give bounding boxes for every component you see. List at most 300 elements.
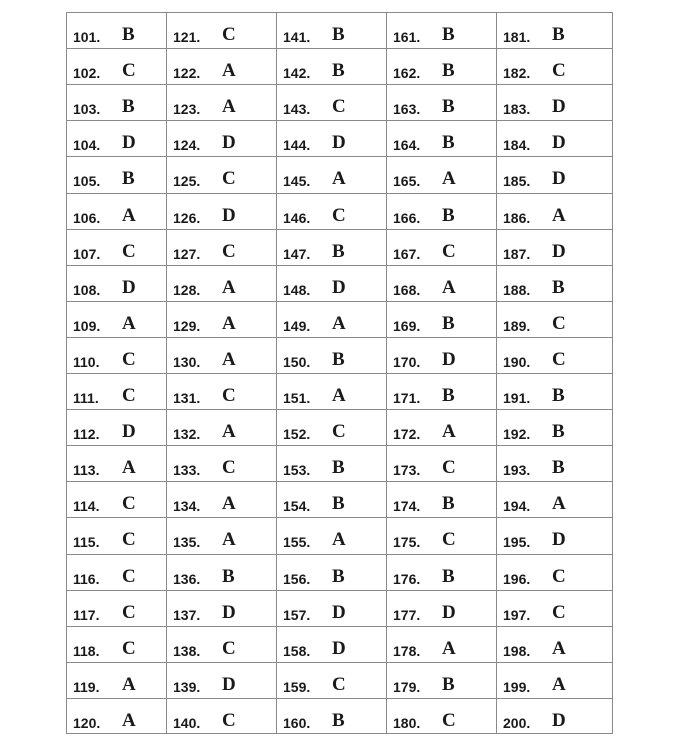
question-number: 165. <box>393 173 421 190</box>
answer-row <box>276 409 386 445</box>
answer-letter: A <box>222 529 236 551</box>
question-number: 195. <box>503 534 531 551</box>
answer-row <box>66 662 166 698</box>
question-number: 136. <box>173 570 201 587</box>
question-number: 117. <box>73 606 100 623</box>
answer-letter: B <box>552 421 565 443</box>
answer-row <box>496 12 613 48</box>
answer-row <box>66 554 166 590</box>
answer-letter: C <box>122 601 136 623</box>
answer-row <box>166 48 276 84</box>
answer-row <box>166 337 276 373</box>
answer-row <box>386 590 496 626</box>
question-number: 198. <box>503 642 531 659</box>
question-number: 183. <box>503 101 531 118</box>
question-number: 196. <box>503 570 531 587</box>
answer-letter: C <box>552 565 566 587</box>
answer-column <box>496 12 613 734</box>
answer-row <box>166 698 276 734</box>
question-number: 111. <box>73 390 99 406</box>
answer-row <box>496 409 613 445</box>
answer-letter: C <box>122 240 136 262</box>
answer-key-table <box>66 12 613 734</box>
question-number: 155. <box>283 534 311 551</box>
question-number: 157. <box>283 606 311 623</box>
question-number: 180. <box>393 714 421 731</box>
answer-letter: B <box>332 457 345 479</box>
question-number: 162. <box>393 65 421 82</box>
answer-row <box>386 517 496 553</box>
answer-letter: A <box>552 673 566 695</box>
answer-row <box>276 626 386 662</box>
answer-letter: D <box>122 132 136 154</box>
answer-row <box>276 265 386 301</box>
answer-letter: A <box>222 276 236 298</box>
answer-row <box>496 193 613 229</box>
answer-letter: B <box>332 24 345 45</box>
answer-letter: B <box>442 493 455 515</box>
question-number: 167. <box>393 245 421 262</box>
answer-letter: D <box>442 601 456 623</box>
answer-letter: C <box>222 457 236 479</box>
answer-row <box>276 120 386 156</box>
answer-row <box>386 662 496 698</box>
answer-row <box>166 517 276 553</box>
answer-letter: C <box>332 204 346 226</box>
answer-letter: C <box>332 96 346 118</box>
question-number: 194. <box>503 498 531 515</box>
question-number: 176. <box>393 570 421 587</box>
question-number: 145. <box>283 173 311 190</box>
question-number: 137. <box>173 606 201 623</box>
question-number: 159. <box>283 678 311 695</box>
answer-letter: C <box>122 529 136 551</box>
answer-letter: A <box>442 421 456 443</box>
answer-letter: C <box>552 60 566 82</box>
answer-letter: C <box>222 709 236 731</box>
answer-row <box>386 265 496 301</box>
question-number: 104. <box>73 137 101 154</box>
question-number: 148. <box>283 281 311 298</box>
answer-column <box>386 12 496 734</box>
answer-column <box>166 12 276 734</box>
answer-row <box>496 590 613 626</box>
question-number: 153. <box>283 462 311 479</box>
answer-row <box>66 481 166 517</box>
question-number: 113. <box>73 462 100 479</box>
question-number: 166. <box>393 209 421 226</box>
answer-letter: C <box>552 601 566 623</box>
question-number: 120. <box>73 714 101 731</box>
question-number: 151. <box>283 390 311 406</box>
answer-letter: A <box>122 312 136 334</box>
answer-letter: A <box>222 421 236 443</box>
question-number: 193. <box>503 462 531 479</box>
question-number: 129. <box>173 317 201 334</box>
answer-letter: B <box>332 493 345 515</box>
question-number: 121. <box>173 29 201 45</box>
answer-row <box>66 517 166 553</box>
answer-letter: B <box>332 709 345 731</box>
question-number: 181. <box>503 29 531 45</box>
answer-letter: B <box>442 673 455 695</box>
answer-row <box>166 84 276 120</box>
question-number: 154. <box>283 498 311 515</box>
answer-row <box>66 229 166 265</box>
answer-row <box>166 12 276 48</box>
answer-row <box>166 481 276 517</box>
answer-letter: A <box>332 529 346 551</box>
answer-letter: B <box>552 457 565 479</box>
answer-letter: B <box>442 132 455 154</box>
answer-letter: B <box>442 204 455 226</box>
answer-row <box>66 698 166 734</box>
question-number: 156. <box>283 570 311 587</box>
answer-letter: C <box>222 240 236 262</box>
answer-letter: D <box>222 601 236 623</box>
answer-letter: B <box>552 24 565 45</box>
question-number: 138. <box>173 642 201 659</box>
answer-row <box>386 301 496 337</box>
answer-letter: A <box>442 168 456 190</box>
answer-letter: C <box>222 637 236 659</box>
answer-row <box>496 156 613 192</box>
answer-letter: D <box>222 132 236 154</box>
answer-letter: A <box>122 709 136 731</box>
answer-letter: C <box>122 565 136 587</box>
question-number: 125. <box>173 173 201 190</box>
question-number: 199. <box>503 678 531 695</box>
answer-row <box>66 48 166 84</box>
question-number: 122. <box>173 65 201 82</box>
answer-letter: D <box>222 204 236 226</box>
answer-letter: C <box>122 348 136 370</box>
question-number: 150. <box>283 353 311 370</box>
answer-row <box>66 193 166 229</box>
answer-row <box>276 12 386 48</box>
answer-row <box>496 229 613 265</box>
answer-row <box>276 301 386 337</box>
answer-letter: D <box>122 421 136 443</box>
answer-letter: B <box>552 385 565 406</box>
answer-letter: A <box>222 348 236 370</box>
question-number: 105. <box>73 173 101 190</box>
question-number: 130. <box>173 353 201 370</box>
answer-row <box>66 337 166 373</box>
question-number: 158. <box>283 642 311 659</box>
answer-letter: D <box>332 601 346 623</box>
answer-row <box>166 156 276 192</box>
answer-row <box>66 626 166 662</box>
answer-row <box>386 229 496 265</box>
question-number: 169. <box>393 317 421 334</box>
question-number: 109. <box>73 317 101 334</box>
answer-row <box>166 409 276 445</box>
answer-row <box>166 445 276 481</box>
answer-letter: C <box>442 240 456 262</box>
answer-row <box>276 698 386 734</box>
question-number: 140. <box>173 714 201 731</box>
answer-letter: C <box>222 24 236 45</box>
question-number: 164. <box>393 137 421 154</box>
question-number: 149. <box>283 317 311 334</box>
answer-row <box>386 698 496 734</box>
answer-row <box>276 337 386 373</box>
answer-row <box>386 445 496 481</box>
answer-row <box>496 662 613 698</box>
question-number: 173. <box>393 462 421 479</box>
question-number: 134. <box>173 498 201 515</box>
answer-letter: B <box>122 96 135 118</box>
answer-letter: A <box>332 168 346 190</box>
question-number: 168. <box>393 281 421 298</box>
answer-row <box>496 554 613 590</box>
question-number: 119. <box>73 678 100 695</box>
answer-row <box>166 373 276 409</box>
question-number: 152. <box>283 426 311 443</box>
answer-column <box>66 12 166 734</box>
question-number: 142. <box>283 65 311 82</box>
answer-letter: A <box>122 204 136 226</box>
answer-row <box>276 193 386 229</box>
answer-letter: D <box>332 132 346 154</box>
table-bottom-rule <box>66 733 613 734</box>
question-number: 123. <box>173 101 201 118</box>
answer-row <box>66 409 166 445</box>
question-number: 118. <box>73 642 100 659</box>
question-number: 177. <box>393 606 421 623</box>
answer-letter: A <box>122 457 136 479</box>
question-number: 190. <box>503 353 531 370</box>
answer-letter: D <box>122 276 136 298</box>
question-number: 188. <box>503 281 531 298</box>
answer-letter: A <box>222 312 236 334</box>
answer-row <box>66 156 166 192</box>
answer-letter: B <box>552 276 565 298</box>
answer-row <box>66 373 166 409</box>
question-number: 186. <box>503 209 531 226</box>
answer-row <box>166 301 276 337</box>
answer-row <box>496 517 613 553</box>
question-number: 108. <box>73 281 101 298</box>
question-number: 144. <box>283 137 311 154</box>
question-number: 178. <box>393 642 421 659</box>
answer-row <box>496 301 613 337</box>
answer-column <box>276 12 386 734</box>
answer-letter: C <box>122 637 136 659</box>
answer-row <box>166 193 276 229</box>
question-number: 187. <box>503 245 531 262</box>
question-number: 160. <box>283 714 311 731</box>
answer-letter: A <box>332 312 346 334</box>
answer-row <box>166 662 276 698</box>
question-number: 132. <box>173 426 201 443</box>
answer-letter: A <box>222 493 236 515</box>
answer-letter: D <box>332 637 346 659</box>
answer-letter: C <box>442 709 456 731</box>
question-number: 128. <box>173 281 201 298</box>
answer-row <box>66 590 166 626</box>
answer-letter: B <box>442 24 455 45</box>
answer-row <box>386 554 496 590</box>
answer-row <box>386 48 496 84</box>
question-number: 139. <box>173 678 201 695</box>
answer-letter: D <box>552 96 566 118</box>
answer-letter: B <box>442 60 455 82</box>
question-number: 184. <box>503 137 531 154</box>
answer-letter: C <box>222 168 236 190</box>
answer-letter: A <box>222 96 236 118</box>
question-number: 115. <box>73 534 100 551</box>
answer-letter: C <box>552 348 566 370</box>
answer-letter: B <box>332 565 345 587</box>
answer-letter: C <box>222 385 236 406</box>
answer-row <box>496 698 613 734</box>
question-number: 127. <box>173 245 201 262</box>
question-number: 182. <box>503 65 531 82</box>
question-number: 102. <box>73 65 101 82</box>
answer-letter: B <box>442 565 455 587</box>
answer-letter: B <box>442 385 455 406</box>
answer-letter: D <box>552 132 566 154</box>
answer-letter: A <box>332 385 346 406</box>
answer-row <box>386 373 496 409</box>
question-number: 174. <box>393 498 421 515</box>
answer-row <box>66 301 166 337</box>
answer-row <box>276 156 386 192</box>
answer-row <box>276 662 386 698</box>
question-number: 126. <box>173 209 201 226</box>
question-number: 131. <box>173 390 201 406</box>
answer-row <box>276 517 386 553</box>
answer-row <box>66 120 166 156</box>
answer-row <box>386 84 496 120</box>
answer-letter: D <box>552 240 566 262</box>
answer-letter: D <box>332 276 346 298</box>
question-number: 192. <box>503 426 531 443</box>
question-number: 116. <box>73 570 100 587</box>
answer-row <box>276 481 386 517</box>
answer-row <box>496 265 613 301</box>
answer-letter: C <box>122 60 136 82</box>
answer-row <box>166 265 276 301</box>
question-number: 163. <box>393 101 421 118</box>
answer-row <box>386 481 496 517</box>
answer-row <box>386 409 496 445</box>
answer-row <box>276 554 386 590</box>
question-number: 172. <box>393 426 421 443</box>
question-number: 135. <box>173 534 201 551</box>
answer-letter: A <box>442 276 456 298</box>
answer-row <box>386 12 496 48</box>
answer-letter: D <box>552 168 566 190</box>
answer-row <box>386 626 496 662</box>
answer-row <box>276 445 386 481</box>
question-number: 103. <box>73 101 101 118</box>
answer-row <box>166 229 276 265</box>
answer-row <box>496 84 613 120</box>
answer-letter: B <box>122 24 135 45</box>
answer-row <box>276 84 386 120</box>
answer-letter: B <box>332 60 345 82</box>
answer-letter: C <box>122 385 136 406</box>
question-number: 112. <box>73 426 100 443</box>
answer-letter: C <box>332 421 346 443</box>
question-number: 147. <box>283 245 311 262</box>
answer-row <box>496 445 613 481</box>
answer-letter: C <box>552 312 566 334</box>
answer-row <box>276 590 386 626</box>
answer-letter: C <box>122 493 136 515</box>
answer-row <box>66 265 166 301</box>
answer-row <box>166 120 276 156</box>
question-number: 185. <box>503 173 531 190</box>
question-number: 110. <box>73 353 100 370</box>
answer-row <box>66 445 166 481</box>
question-number: 197. <box>503 606 531 623</box>
question-number: 141. <box>283 29 311 45</box>
answer-row <box>386 337 496 373</box>
answer-letter: A <box>122 673 136 695</box>
answer-row <box>496 120 613 156</box>
answer-row <box>166 554 276 590</box>
answer-letter: C <box>332 673 346 695</box>
question-number: 189. <box>503 317 531 334</box>
question-number: 114. <box>73 498 100 515</box>
answer-row <box>496 337 613 373</box>
answer-row <box>66 84 166 120</box>
answer-row <box>166 626 276 662</box>
answer-letter: A <box>222 60 236 82</box>
question-number: 161. <box>393 29 421 45</box>
question-number: 107. <box>73 245 101 262</box>
answer-row <box>386 156 496 192</box>
answer-row <box>276 373 386 409</box>
answer-row <box>496 626 613 662</box>
question-number: 101. <box>73 29 101 45</box>
answer-letter: B <box>222 565 235 587</box>
answer-letter: D <box>552 529 566 551</box>
answer-letter: A <box>442 637 456 659</box>
answer-letter: B <box>332 348 345 370</box>
answer-row <box>276 48 386 84</box>
answer-row <box>66 12 166 48</box>
answer-row <box>386 120 496 156</box>
question-number: 133. <box>173 462 201 479</box>
answer-letter: B <box>442 96 455 118</box>
question-number: 143. <box>283 101 311 118</box>
answer-letter: B <box>122 168 135 190</box>
question-number: 175. <box>393 534 421 551</box>
question-number: 124. <box>173 137 201 154</box>
answer-letter: D <box>222 673 236 695</box>
answer-letter: B <box>332 240 345 262</box>
answer-row <box>276 229 386 265</box>
answer-letter: D <box>442 348 456 370</box>
question-number: 179. <box>393 678 421 695</box>
answer-row <box>496 481 613 517</box>
question-number: 170. <box>393 353 421 370</box>
answer-row <box>166 590 276 626</box>
answer-letter: A <box>552 493 566 515</box>
answer-row <box>386 193 496 229</box>
question-number: 171. <box>393 390 421 406</box>
question-number: 191. <box>503 390 531 406</box>
answer-letter: A <box>552 204 566 226</box>
answer-letter: C <box>442 529 456 551</box>
answer-letter: A <box>552 637 566 659</box>
question-number: 200. <box>503 714 531 731</box>
